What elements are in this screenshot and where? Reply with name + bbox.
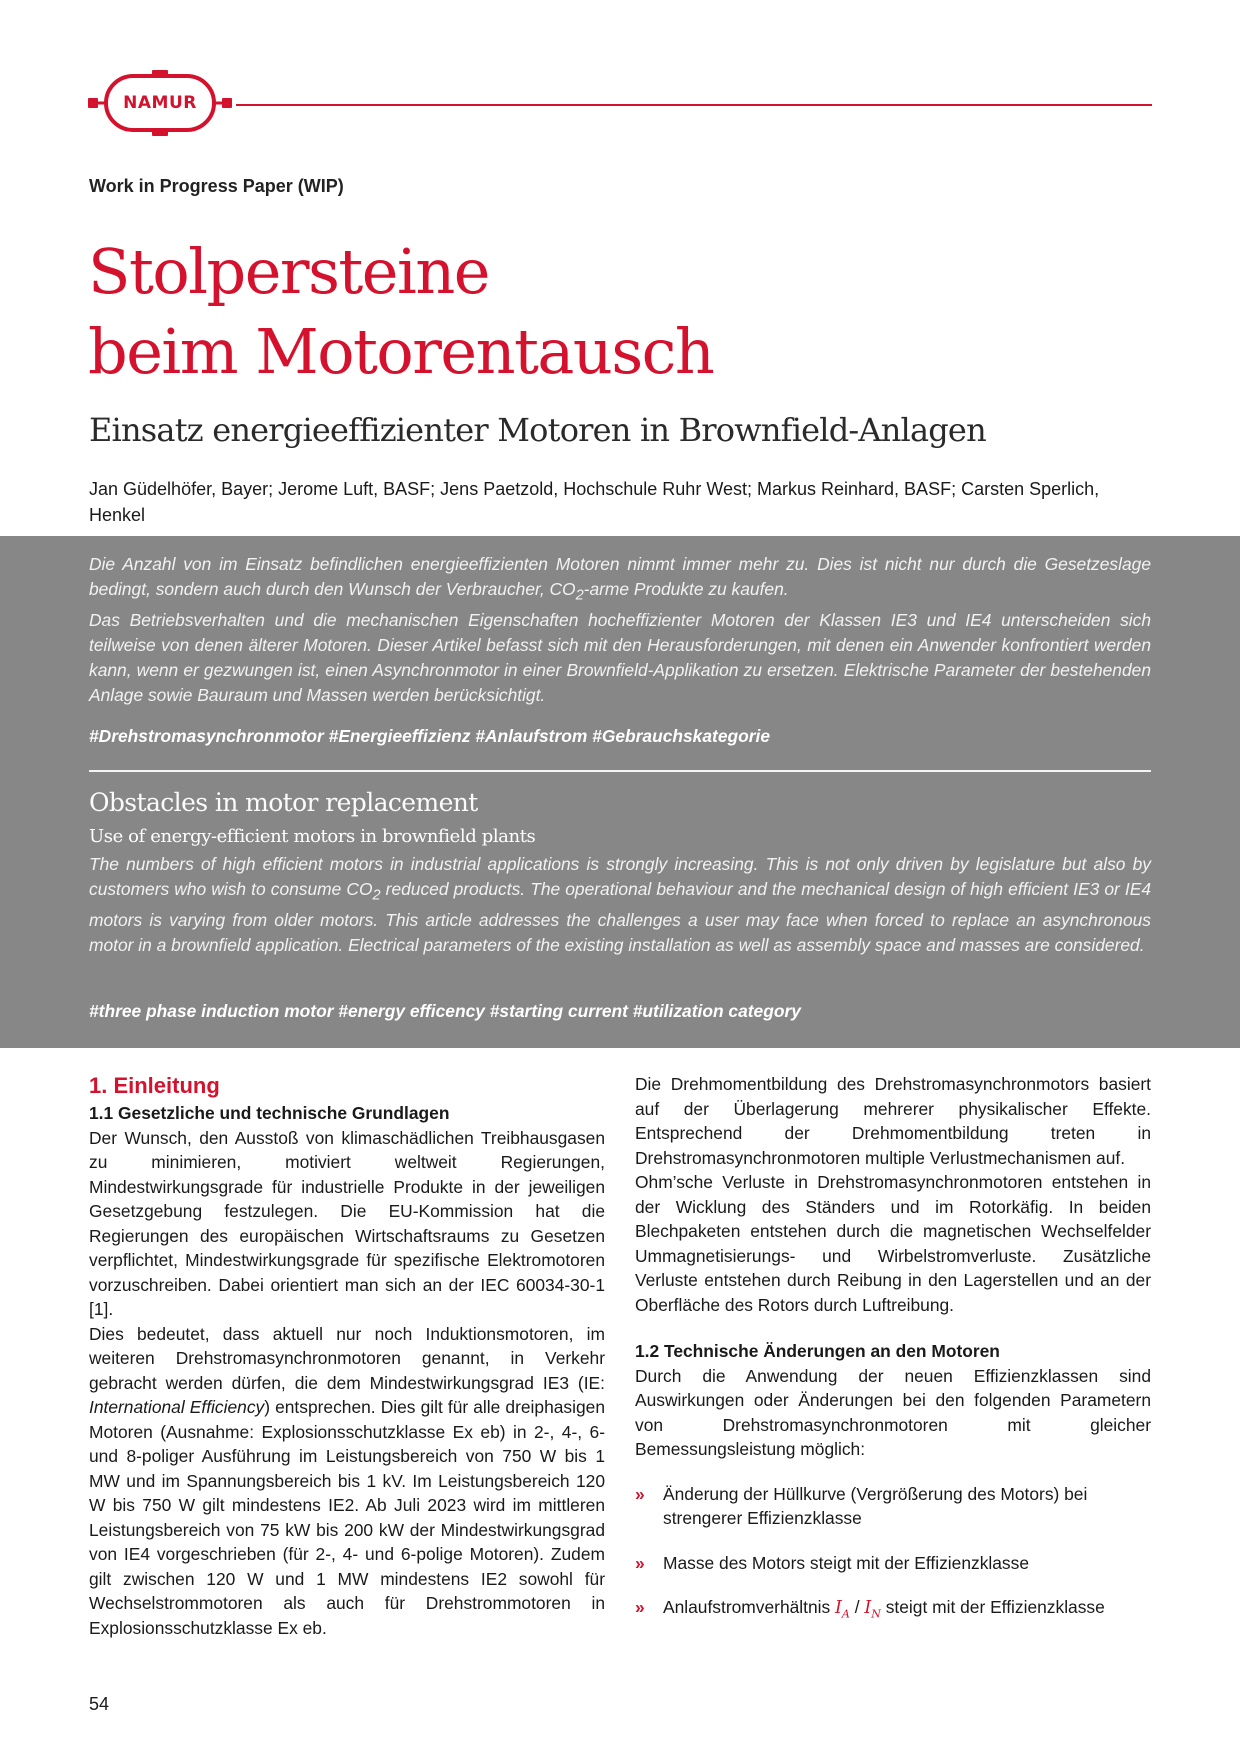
- section-1-1-heading: 1.1 Gesetzliche und technische Grundlagen: [89, 1103, 450, 1123]
- bullet-text: Masse des Motors steigt mit der Effizienzklasse: [663, 1552, 1029, 1573]
- bullet-list: [635, 1482, 1151, 1627]
- right-paragraph-1: Die Drehmomentbildung des Drehstromasynchronmotors basiert auf der Überlagerung mehrerer physikalischer Effekte. Entsprechend der Drehmomentbildung treten in Drehstromasynchronmotoren multiple Verlustmechanismen auf.: [635, 1074, 1151, 1168]
- english-subtitle: Use of energy-efficient motors in brownfield plants: [89, 826, 536, 847]
- logo-text: NAMUR: [123, 93, 197, 113]
- page-number: 54: [89, 1694, 110, 1714]
- symbol-ia: [835, 1598, 850, 1621]
- symbol-i: I: [835, 1598, 842, 1618]
- abstract-english: [89, 852, 1151, 958]
- list-item: [635, 1551, 1151, 1576]
- left-p2-text: Dies bedeutet, dass aktuell nur noch Induktionsmotoren, im weiteren Drehstromasynchronmotoren genannt, in Verkehr gebracht werden dürfen, die dem Mindestwirkungsgrad IE3 (IE:: [89, 1323, 605, 1393]
- right-paragraph-3: Durch die Anwendung der neuen Effizienzklassen sind Auswirkungen oder Änderungen bei den folgenden Parametern von Drehstromasynchronmotoren mit gleicher Bemessungsleistung möglich:: [635, 1365, 1151, 1459]
- left-p2-text-end: ) entsprechen. Dies gilt für alle dreiphasigen Motoren (Ausnahme: Explosionsschutzklasse Ex eb) in 2-, 4-, 6- und 8-poliger Ausführung im Leistungsbereich von 750 W bis 1 MW und im Spannungsbereich bis 1 kV. Im Leistungsbereich 120 W bis 750 W gilt mindestens IE2. Ab Juli 2023 wird im mittleren Leistungsbereich von 75 kW bis 200 kW der Mindestwirkungsgrad von IE4 vorgeschrieben (für 2-, 4- und 6-polige Motoren). Zudem gilt zwischen 120 W und 1 MW mindestens IE2 sowohl für Wechselstrommotoren als auch für Drehstrommotoren in Explosionsschutzklasse Ex eb.: [89, 1397, 605, 1638]
- title-line-2: beim Motorentausch: [88, 315, 714, 388]
- english-title: Obstacles in motor replacement: [89, 788, 478, 817]
- bullet-icon: »: [635, 1597, 645, 1617]
- title-line-1: Stolpersteine: [88, 235, 489, 308]
- abstract-de-p1: [89, 554, 1151, 604]
- left-column: [89, 1072, 605, 1640]
- authors: Jan Güdelhöfer, Bayer; Jerome Luft, BASF; Jens Paetzold, Hochschule Ruhr West; Markus Reinhard, BASF; Carsten Sperlich, Henkel: [89, 479, 1100, 525]
- abstract-de-p1-end: -arme Produkte zu kaufen.: [583, 579, 789, 599]
- subscript-a: A: [841, 1607, 850, 1621]
- abstract-divider: [89, 770, 1151, 772]
- list-item: [635, 1595, 1151, 1627]
- abstract-de-p2: Das Betriebsverhalten und die mechanischen Eigenschaften hocheffizienter Motoren der Klassen IE3 und IE4 unterscheiden sich teilweise von denen älterer Motoren. Dieser Artikel befasst sich mit den Herausforderungen, mit denen ein Anwender konfrontiert werden kann, wenn er gezwungen ist, einen Asynchronmotor in einer Brownfield-Applikation zu ersetzen. Elektrische Parameter der bestehenden Anlage sowie Bauraum und Massen werden berücksichtigt.: [89, 610, 1151, 706]
- section-1-2-heading: 1.2 Technische Änderungen an den Motoren: [635, 1341, 1000, 1361]
- page-subtitle: Einsatz energieeffizienter Motoren in Brownfield-Anlagen: [89, 411, 986, 449]
- abstract-german: [89, 552, 1151, 708]
- abstract-de-p1-text: Die Anzahl von im Einsatz befindlichen energieeffizienten Motoren nimmt immer mehr zu. Dies ist nicht nur durch die Gesetzeslage bedingt, sondern auch durch den Wunsch der Verbraucher, CO: [89, 554, 1151, 599]
- left-paragraph-1: Der Wunsch, den Ausstoß von klimaschädlichen Treibhausgasen zu minimieren, motiviert weltweit Regierungen, Mindestwirkungsgrade für industrielle Produkte in der jeweiligen Gesetzgebung festzulegen. Die EU-Kommission hat die Regierungen des europäischen Wirtschaftsraums zu Gesetzen verpflichtet, Mindestwirkungsgrade für spezifische Elektromotoren vorzuschreiben. Dabei orientiert man sich an der IEC 60034-30-1 [1].: [89, 1127, 605, 1319]
- page-header: [88, 70, 1152, 136]
- bullet-text: Anlaufstromverhältnis: [663, 1597, 836, 1617]
- left-paragraph-2: [89, 1322, 605, 1641]
- left-p2-italic: International Efficiency: [89, 1397, 265, 1417]
- list-item: [635, 1482, 1151, 1531]
- keywords-english: #three phase induction motor #energy efficency #starting current #utilization category: [89, 1001, 801, 1021]
- section-1-heading: 1. Einleitung: [89, 1073, 220, 1098]
- right-paragraph-2: Ohm’sche Verluste in Drehstromasynchronmotoren entstehen in der Wicklung des Ständers und im Rotorkäfig. In beiden Blechpaketen entstehen durch die magnetischen Wechselfelder Ummagnetisierungs- und Wirbelstromverluste. Zusätzliche Verluste entstehen durch Reibung in den Lagerstellen und an der Oberfläche des Rotors durch Luftreibung.: [635, 1172, 1151, 1315]
- slash: /: [849, 1597, 865, 1617]
- bullet-icon: »: [635, 1483, 645, 1504]
- symbol-i: I: [864, 1598, 872, 1618]
- symbol-in: [864, 1598, 881, 1621]
- bullet-icon: »: [635, 1552, 645, 1573]
- paper-type: Work in Progress Paper (WIP): [89, 176, 344, 196]
- right-column: [635, 1072, 1151, 1647]
- abstract-en-text: The numbers of high efficient motors in industrial applications is strongly increasing. This is not only driven by legislature but also by customers who wish to consume CO: [89, 854, 1151, 899]
- co2-subscript: 2: [575, 587, 584, 604]
- header-rule: [236, 104, 1152, 106]
- page-title: [88, 232, 1152, 392]
- bullet-text-end: steigt mit der Effizienzklasse: [880, 1597, 1105, 1617]
- keywords-german: #Drehstromasynchronmotor #Energieeffizienz #Anlaufstrom #Gebrauchskategorie: [89, 726, 771, 746]
- abstract-en-text-end: reduced products. The operational behaviour and the mechanical design of high efficient IE3 or IE4 motors is varying from older motors. This article addresses the challenges a user may face when forced to replace an asynchronous motor in a brownfield application. Electrical parameters of the existing installation as well as assembly space and masses are considered.: [89, 879, 1151, 956]
- co2-subscript-en: 2: [372, 887, 381, 904]
- bullet-text: Änderung der Hüllkurve (Vergrößerung des Motors) bei strengerer Effizienzklasse: [663, 1483, 1088, 1528]
- subscript-n: N: [871, 1607, 881, 1621]
